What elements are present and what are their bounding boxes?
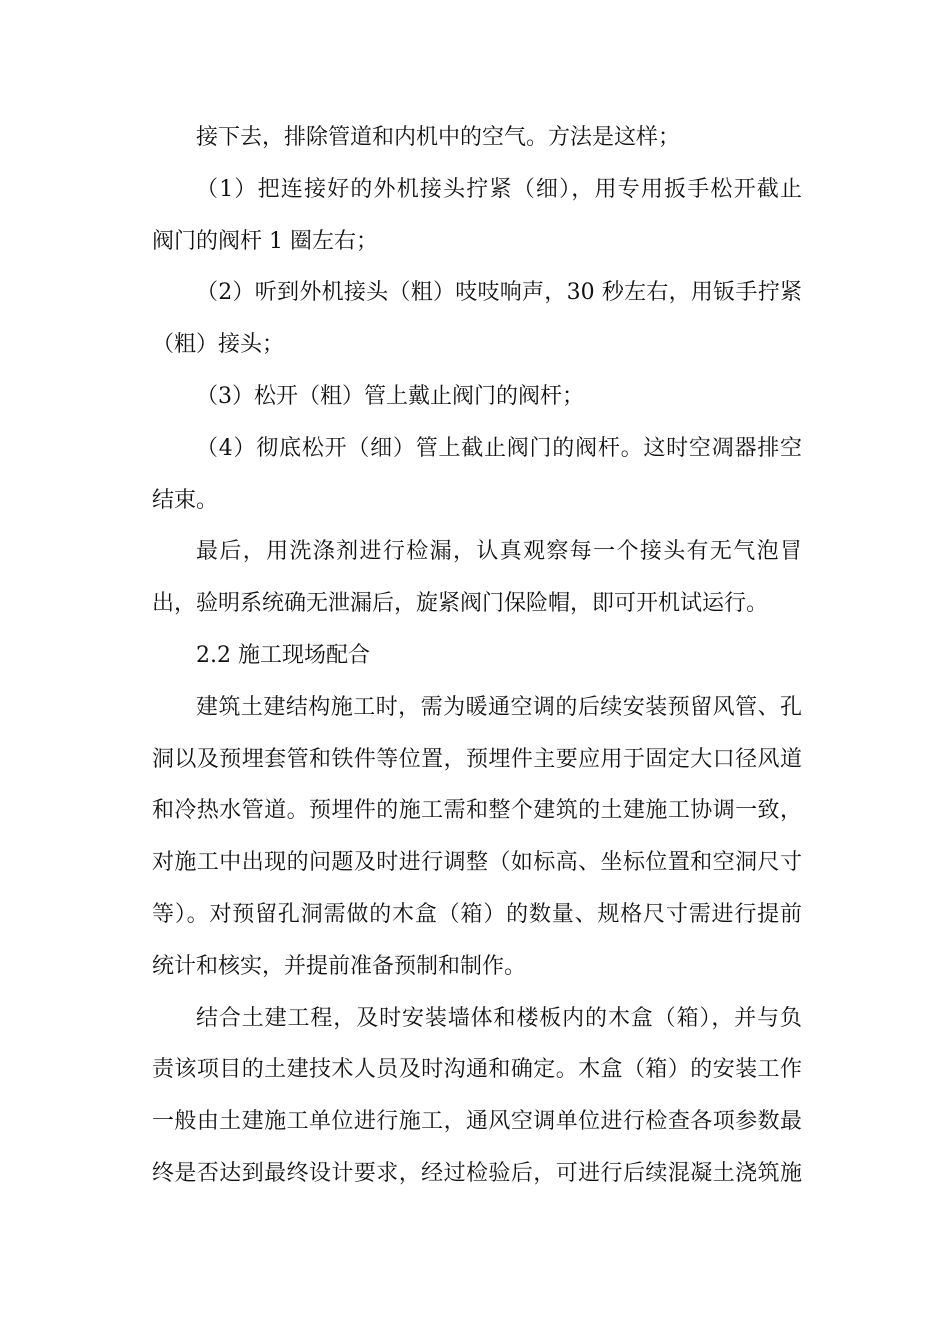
paragraph-line: 最后，用洗涤剂进行检漏，认真观察每一个接头有无气泡冒: [196, 539, 802, 565]
paragraph-line: 和冷热水管道。预埋件的施工需和整个建筑的土建施工协调一致，: [152, 798, 802, 824]
paragraph-line: 等）。对预留孔洞需做的木盒（箱）的数量、规格尺寸需进行提前: [152, 901, 802, 927]
paragraph-line: （4）彻底松开（细）管上截止阀门的阀杆。这时空凋器排空: [196, 435, 802, 461]
paragraph-line: 终是否达到最终设计要求，经过检验后，可进行后续混凝土浇筑施: [152, 1160, 802, 1186]
paragraph-line: （粗）接头；: [152, 332, 285, 358]
paragraph-line: 结合土建工程，及时安装墙体和楼板内的木盒（箱），并与负: [196, 1005, 802, 1031]
paragraph-line: 结束。: [152, 487, 219, 513]
paragraph-line: 阀门的阀杆 1 圈左右；: [152, 228, 378, 254]
paragraph-line: 接下去，排除管道和内机中的空气。方法是这样；: [196, 125, 681, 150]
paragraph-line: 洞以及预埋套管和铁件等位置，预埋件主要应用于固定大口径风道: [152, 746, 802, 772]
paragraph-line: 责该项目的土建技术人员及时沟通和确定。木盒（箱）的安装工作: [152, 1057, 802, 1083]
document-page: [152, 112, 802, 1200]
paragraph-line: （2）听到外机接头（粗）吱吱响声，30 秒左右，用钣手拧紧: [196, 280, 802, 306]
paragraph-line: 出，验明系统确无泄漏后，旋紧阀门保险帽，即可开机试运行。: [152, 591, 769, 617]
paragraph-line: 对施工中出现的问题及时进行调整（如标高、坐标位置和空洞尺寸: [152, 850, 802, 876]
paragraph-line: （1）把连接好的外机接头拧紧（细），用专用扳手松开截止: [196, 176, 802, 202]
section-heading: 2.2 施工现场配合: [196, 642, 370, 668]
paragraph-line: 一般由土建施工单位进行施工，通风空调单位进行检查各项参数最: [152, 1109, 802, 1135]
paragraph-line: 建筑土建结构施工时，需为暖通空调的后续安装预留风管、孔: [196, 694, 802, 720]
paragraph-line: （3）松开（粗）管上戴止阀门的阀杆；: [196, 383, 584, 409]
paragraph-line: 统计和核实，并提前准备预制和制作。: [152, 953, 527, 979]
